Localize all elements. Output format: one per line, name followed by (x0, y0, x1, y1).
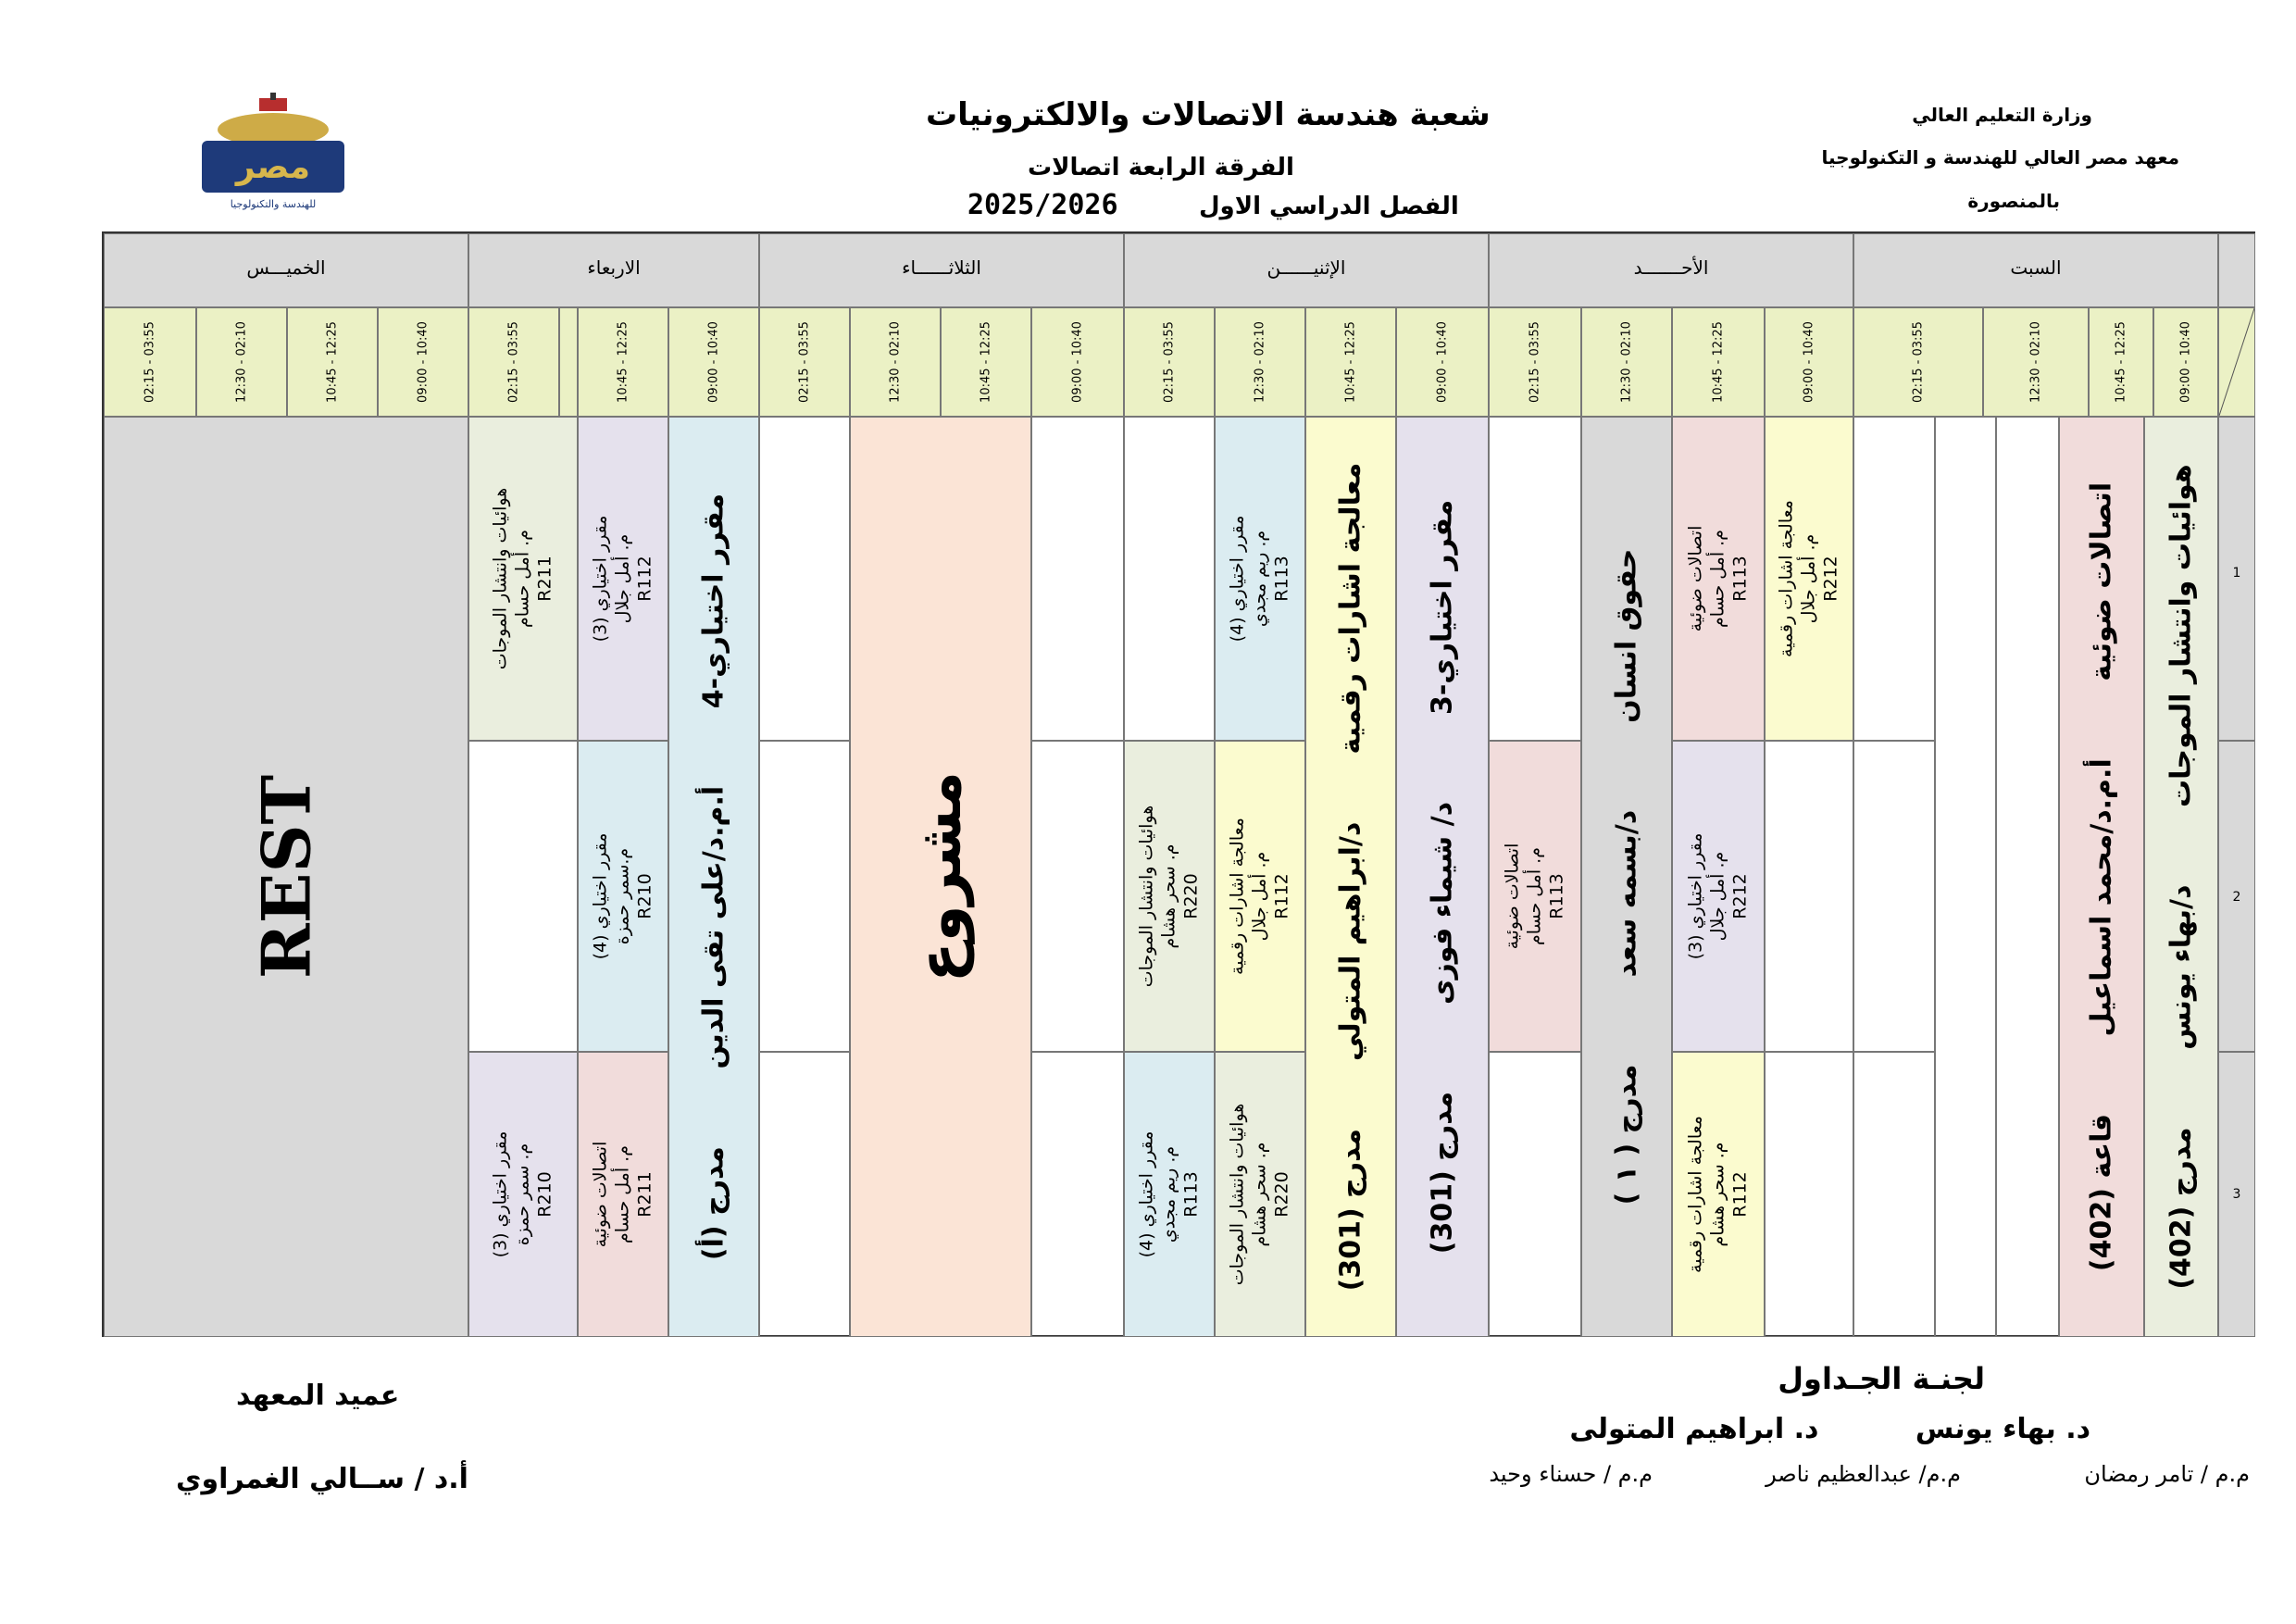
assistant-name: م. أمل حسام (1707, 530, 1728, 628)
empty-slot (1765, 1052, 1853, 1337)
empty-slot (1996, 417, 2059, 1337)
course-title: مقرر اختياري (4) (1227, 515, 1248, 643)
logo-subtext: للهندسة والتكنولوجيا (230, 198, 317, 210)
time-slot: 09:00 - 10:40 (378, 307, 468, 417)
page-title: شعبة هندسة الاتصالات والالكترونيات (926, 96, 1491, 133)
empty-slot (1031, 741, 1124, 1052)
course-title: مقرر اختياري (3) (1685, 832, 1706, 960)
room-label: مدرج ( ١ ) (1610, 1064, 1643, 1206)
empty-slot (1853, 1052, 1935, 1337)
assistant-3: م.م / حسناء وحيد (1489, 1461, 1653, 1487)
course-title: اتصالات ضوئية (1685, 525, 1706, 632)
assistant-name: م. ريم مجدي (1249, 530, 1270, 628)
row-number: 1 (2218, 417, 2255, 741)
section-block (1215, 1052, 1305, 1337)
day-header-tuesday: الثلاثــــــاء (759, 233, 1124, 307)
course-title: هوائيات وانتشار الموجات (2165, 464, 2198, 808)
assistant-name: م. أمل جلال (1707, 851, 1728, 942)
time-slot: 02:15 - 03:55 (1124, 307, 1215, 417)
dean-title: عميد المعهد (236, 1380, 400, 1412)
empty-slot (1031, 1052, 1124, 1337)
assistant-name: م. سحر هشام (1249, 1142, 1270, 1247)
room-label: R210 (533, 1171, 555, 1218)
course-title: معالجة اشارات رقمية (1685, 1116, 1706, 1273)
course-title: مقرر اختياري (4) (590, 832, 611, 960)
section-block (1124, 741, 1215, 1052)
room-label: مدرج (402) (2165, 1127, 2198, 1290)
empty-slot (1124, 417, 1215, 741)
empty-slot (1765, 741, 1853, 1052)
course-title: معالجة اشارات رقمية (1776, 500, 1797, 657)
section-block (578, 1052, 668, 1337)
course-title: مقرر اختياري (4) (1136, 1131, 1157, 1258)
section-block (1672, 741, 1765, 1052)
time-slot: 09:00 - 10:40 (668, 307, 759, 417)
room-label: R112 (1270, 873, 1292, 919)
time-slot: 12:30 - 02:10 (850, 307, 941, 417)
empty-slot (1853, 741, 1935, 1052)
room-label: R212 (1728, 873, 1750, 919)
course-title: مقرر اختياري-3 (1426, 499, 1459, 716)
assistant-name: م. سحر هشام (1158, 843, 1179, 949)
course-title: مقرر اختياري (3) (590, 515, 611, 643)
assistant-name: م. أمل جلال (1798, 533, 1819, 624)
room-label: R113 (1728, 556, 1750, 602)
time-slot: 12:30 - 02:10 (196, 307, 287, 417)
time-slot: 02:15 - 03:55 (1489, 307, 1581, 417)
institute-name: معهد مصر العالي للهندسة و التكنولوجيا (1821, 146, 2179, 169)
day-header-thursday: الخميـــس (104, 233, 468, 307)
empty-slot (759, 417, 850, 741)
time-slot: 10:45 - 12:25 (1305, 307, 1396, 417)
room-label: R113 (1545, 873, 1566, 919)
section-block (1672, 417, 1765, 741)
time-slot: 10:45 - 12:25 (578, 307, 668, 417)
course-title: هوائيات وانتشار الموجات (1227, 1103, 1248, 1286)
row-number: 2 (2218, 741, 2255, 1052)
day-header-sunday: الأحـــــــد (1489, 233, 1853, 307)
lecture-block (668, 417, 759, 1337)
lecture-block (2059, 417, 2144, 1337)
assistant-name: م. أمل جلال (1249, 851, 1270, 942)
time-slot: 09:00 - 10:40 (1031, 307, 1124, 417)
empty-slot (468, 741, 578, 1052)
empty-slot (1853, 417, 1935, 741)
empty-slot (759, 1052, 850, 1337)
time-slot: 09:00 - 10:40 (1396, 307, 1489, 417)
course-title: حقوق انسان (1610, 548, 1643, 723)
timetable (102, 231, 2255, 1337)
room-label: مدرج (أ) (697, 1146, 730, 1261)
time-slot: 02:15 - 03:55 (468, 307, 559, 417)
lecture-block (1581, 417, 1672, 1337)
section-block (468, 417, 578, 741)
time-slot: 10:45 - 12:25 (287, 307, 378, 417)
course-title: اتصالات ضوئية (2085, 481, 2118, 681)
academic-year: 2025/2026 (967, 189, 1118, 221)
section-block (578, 417, 668, 741)
course-title: هوائيات وانتشار الموجات (490, 487, 511, 670)
section-block (1489, 741, 1581, 1052)
room-label: R112 (1728, 1171, 1750, 1218)
time-slot: 10:45 - 12:25 (2089, 307, 2153, 417)
row-number-header (2218, 233, 2255, 307)
section-block (1124, 1052, 1215, 1337)
course-title: مقرر اختياري (3) (490, 1131, 511, 1258)
assistant-name: م. أمل حسام (1524, 847, 1545, 945)
time-slot: 12:30 - 02:10 (1215, 307, 1305, 417)
year-group-label: الفرقة الرابعة اتصالات (1028, 154, 1294, 181)
assistant-2: م.م/ عبدالعظيم ناصر (1766, 1461, 1961, 1487)
section-block (1765, 417, 1853, 741)
lecturer-name: د/بهاء يونس (2165, 884, 2198, 1050)
city-label: بالمنصورة (1967, 190, 2060, 212)
time-slot: 12:30 - 02:10 (1983, 307, 2089, 417)
rest-block (104, 417, 468, 1337)
empty-slot (1031, 417, 1124, 741)
section-block (1672, 1052, 1765, 1337)
logo-text: مصر (235, 148, 311, 186)
course-title: معالجة اشارات رقمية (1334, 462, 1367, 755)
project-label: مشروع (906, 770, 975, 983)
time-slot: 02:15 - 03:55 (759, 307, 850, 417)
empty-slot (759, 741, 850, 1052)
rest-label: REST (246, 774, 326, 980)
course-title: معالجة اشارات رقمية (1227, 818, 1248, 975)
room-label: R113 (1270, 556, 1292, 602)
committee-title: لجنـة الجـداول (1778, 1361, 1985, 1396)
lecturer-name: د/بسمه سعد (1610, 809, 1643, 978)
corner-cell (2218, 307, 2255, 417)
course-title: اتصالات ضوئية (590, 1141, 611, 1248)
room-label: مدرج (301) (1426, 1091, 1459, 1255)
lecturer-name: د/ شيماء فوزى (1426, 802, 1459, 1005)
logo-graphic (185, 93, 361, 213)
time-slot: 02:15 - 03:55 (104, 307, 196, 417)
day-header-saturday: السبت (1853, 233, 2218, 307)
time-slot (559, 307, 578, 417)
room-label: مدرج (301) (1334, 1129, 1367, 1292)
row-number: 3 (2218, 1052, 2255, 1337)
time-slot: 12:30 - 02:10 (1581, 307, 1672, 417)
course-title: اتصالات ضوئية (1502, 843, 1523, 950)
course-title: هوائيات وانتشار الموجات (1136, 805, 1157, 988)
dean-name: أ.د / ســالي الغمراوي (176, 1463, 468, 1495)
section-block (578, 741, 668, 1052)
lecture-block (1305, 417, 1396, 1337)
empty-slot (1935, 417, 1996, 1337)
assistant-name: م. أمل جلال (612, 533, 633, 624)
section-block (468, 1052, 578, 1337)
room-label: R220 (1179, 873, 1201, 919)
empty-slot (1489, 1052, 1581, 1337)
corner-diagonal (2219, 308, 2254, 416)
lecture-block (2144, 417, 2218, 1337)
semester-label: الفصل الدراسي الاول (1199, 193, 1459, 220)
room-label: R210 (633, 873, 655, 919)
project-block (850, 417, 1031, 1337)
room-label: R113 (1179, 1171, 1201, 1218)
room-label: R211 (633, 1171, 655, 1218)
institute-logo (185, 93, 361, 213)
room-label: R112 (633, 556, 655, 602)
lecturer-name: أ.م.د/محمد اسماعيل (2085, 758, 2118, 1037)
course-title: مقرر اختياري-4 (697, 493, 730, 709)
committee-members: د. بهاء يونس د. ابراهيم المتولى (1569, 1413, 2090, 1445)
time-slot: 02:15 - 03:55 (1853, 307, 1983, 417)
assistant-name: م. سمر حمزة (512, 1143, 533, 1246)
ministry-label: وزارة التعليم العالي (1912, 104, 2092, 126)
day-header-wednesday: الاربعاء (468, 233, 759, 307)
day-header-monday: الإثنيــــــن (1124, 233, 1489, 307)
room-label: R211 (533, 556, 555, 602)
assistant-name: م. سحر هشام (1707, 1142, 1728, 1247)
lecturer-name: د/ابراهيم المتولي (1334, 821, 1367, 1061)
time-slot: 10:45 - 12:25 (1672, 307, 1765, 417)
room-label: R212 (1819, 556, 1841, 602)
room-label: R220 (1270, 1171, 1292, 1218)
empty-slot (1489, 417, 1581, 741)
assistant-name: م. أمل حسام (512, 530, 533, 628)
section-block (1215, 417, 1305, 741)
time-slot: 09:00 - 10:40 (1765, 307, 1853, 417)
assistant-name: م.سمر حمزة (612, 847, 633, 945)
lecture-block (1396, 417, 1489, 1337)
assistant-name: م. أمل حسام (612, 1145, 633, 1243)
assistant-name: م. ريم مجدي (1158, 1145, 1179, 1243)
assistant-1: م.م / تامر رمضان (2084, 1461, 2250, 1487)
room-label: قاعة (402) (2085, 1114, 2118, 1272)
section-block (1215, 741, 1305, 1052)
time-slot: 10:45 - 12:25 (941, 307, 1031, 417)
lecturer-name: أ.م.د/على تقى الدين (697, 785, 730, 1069)
time-slot: 09:00 - 10:40 (2153, 307, 2218, 417)
